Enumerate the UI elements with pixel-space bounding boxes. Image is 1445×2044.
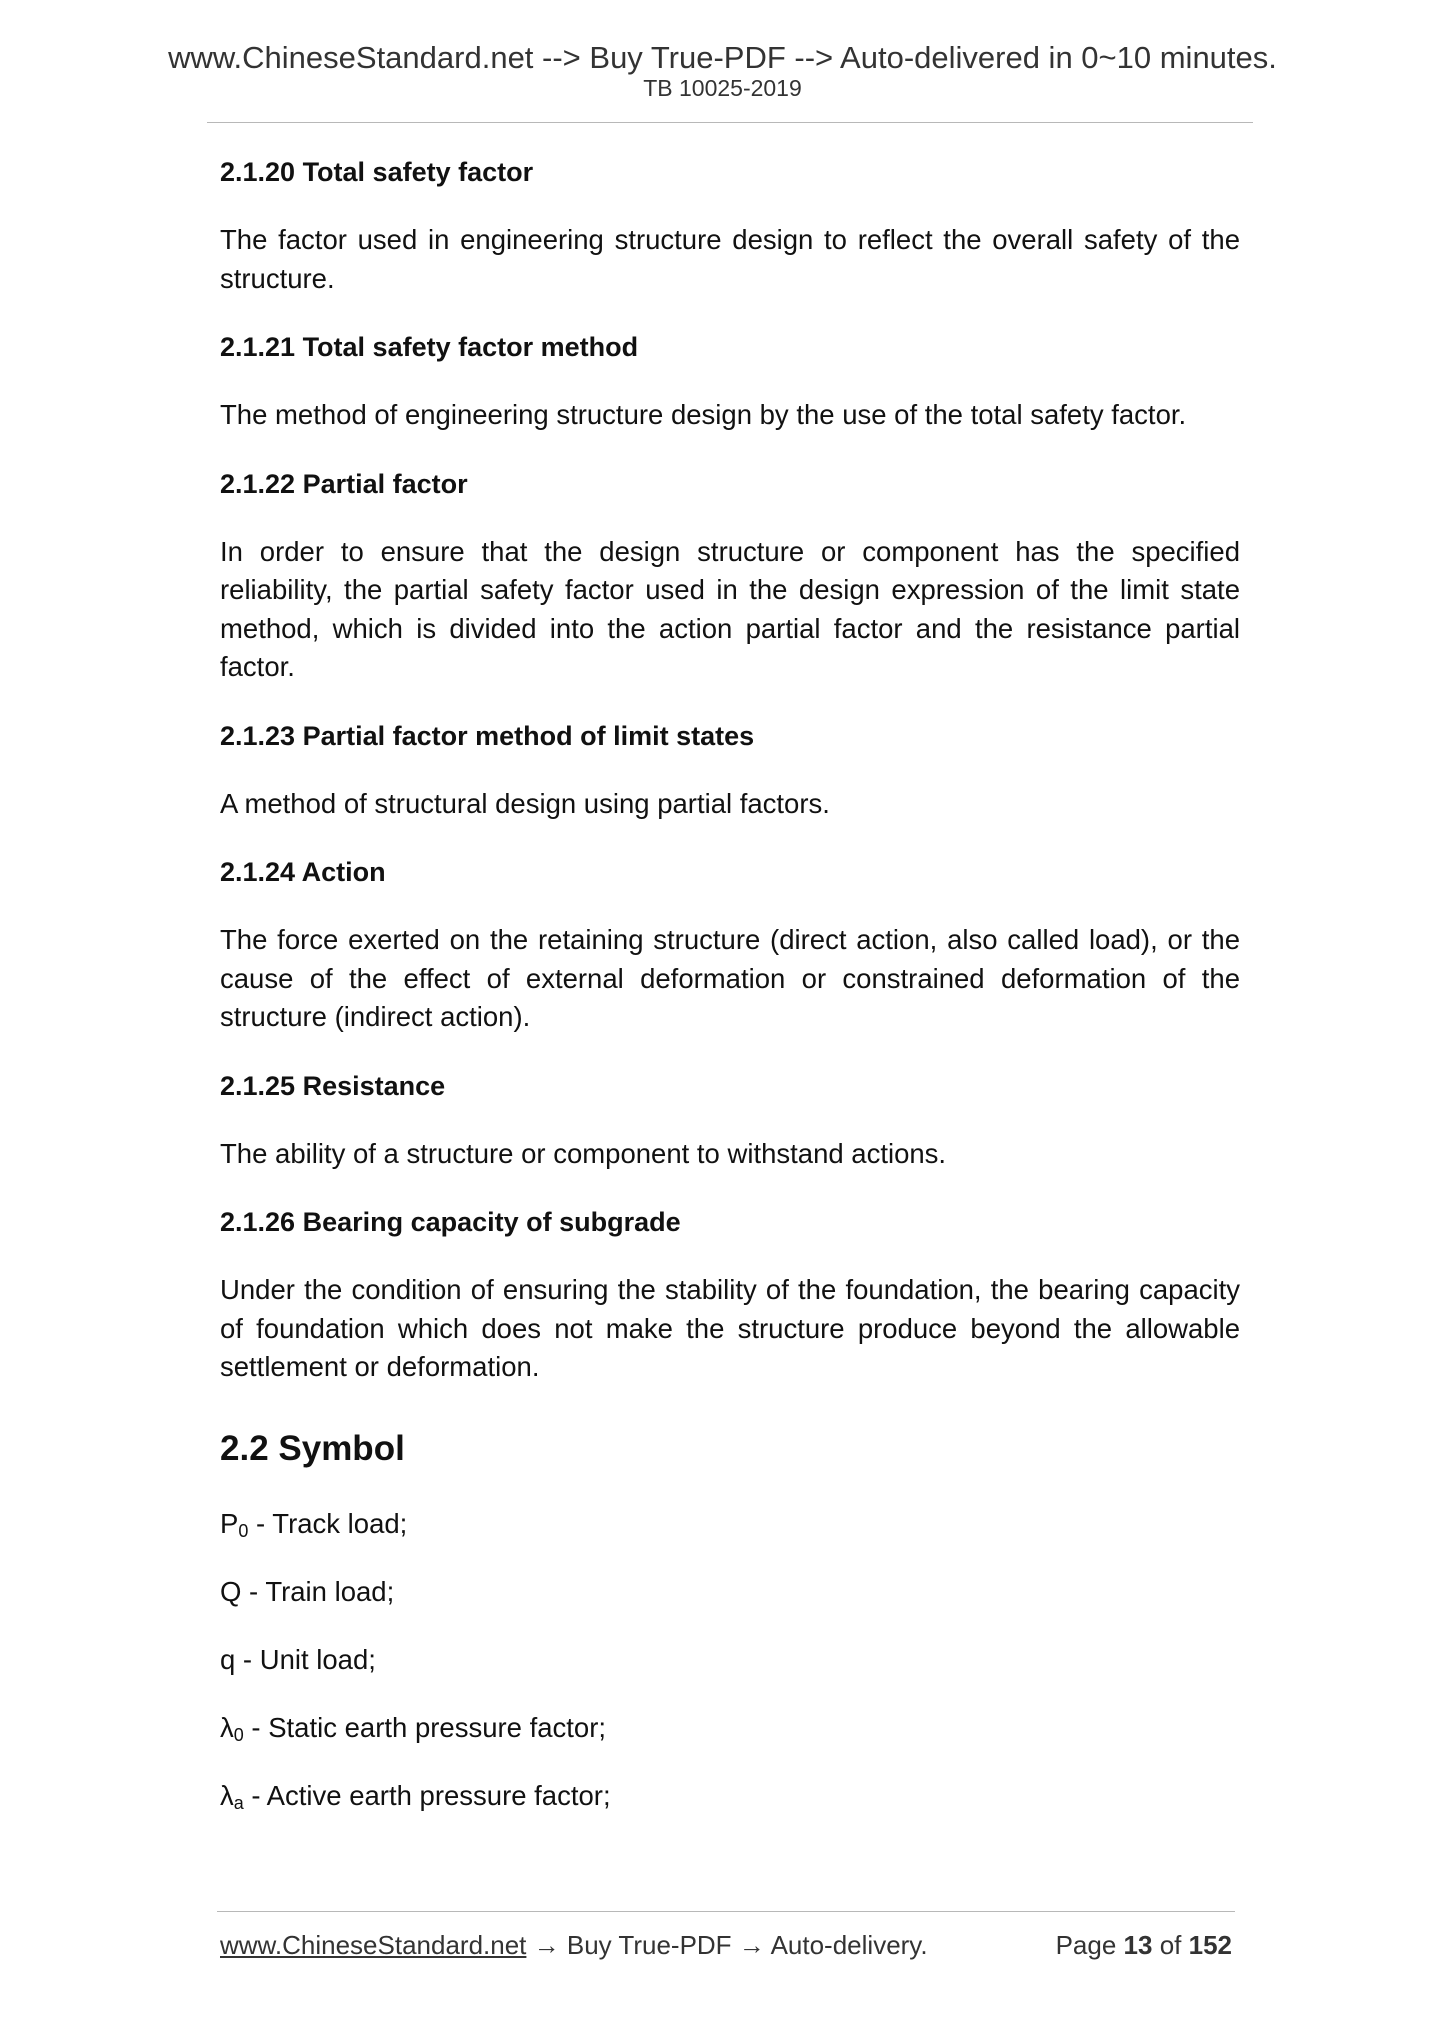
symbol: P [220,1507,239,1539]
clause-2-1-26 [220,1203,1240,1387]
clause-body: In order to ensure that the design structure or component has the specified reliability, the partial safety factor used in the design expression of the limit state method, which is divided into the action partial factor and the resistance partial factor. [220,535,1240,682]
of-label: of [1159,1930,1182,1960]
clause-2-1-22 [220,465,1240,687]
symbol-item [220,1573,1240,1611]
symbol-item [220,1641,1240,1679]
footer-tagline: → Buy True-PDF → Auto-delivery. [526,1930,928,1960]
symbol-item [220,1709,1240,1747]
section-title-symbol: 2.2 Symbol [220,1428,405,1468]
clause-title: 2.1.23 Partial factor method of limit states [220,720,755,751]
header-divider [207,122,1253,123]
page-number: 13 [1123,1930,1153,1960]
symbol: λ [220,1711,234,1743]
symbol-description: - Active earth pressure factor; [243,1779,611,1811]
clause-2-1-23 [220,717,1240,824]
clause-title: 2.1.24 Action [220,857,386,887]
clause-2-1-25 [220,1067,1240,1174]
clause-title: 2.1.26 Bearing capacity of subgrade [220,1207,681,1237]
clause-body: Under the condition of ensuring the stability of the foundation, the bearing capacity of foundation which does not make the structure produce beyond the allowable settlement or deformation. [220,1274,1240,1382]
clause-2-1-21 [220,328,1240,435]
symbol: λ [220,1779,234,1811]
clause-body: A method of structural design using partial factors. [220,787,830,819]
symbol-item [220,1505,1240,1543]
total-pages: 152 [1188,1930,1232,1960]
clause-title: 2.1.21 Total safety factor method [220,332,639,362]
footer-site-link[interactable]: www.ChineseStandard.net [220,1930,527,1960]
symbol: Q [220,1575,242,1607]
clause-title: 2.1.25 Resistance [220,1070,446,1101]
clause-title: 2.1.22 Partial factor [220,468,468,499]
symbol-description: - Train load; [241,1575,395,1607]
clause-body: The force exerted on the retaining structure (direct action, also called load), or the cause of the effect of external deformation or constrained deformation of the structure (indirect action). [220,924,1240,1032]
page-footer [220,1930,1232,1961]
clause-body: The ability of a structure or component to withstand actions. [220,1137,947,1169]
clause-title: 2.1.20 Total safety factor [220,157,534,187]
clause-body: The factor used in engineering structure design to reflect the overall safety of the structure. [220,224,1240,294]
symbol-description: - Track load; [248,1507,408,1539]
symbol-description: - Unit load; [235,1643,376,1675]
symbol-description: - Static earth pressure factor; [243,1711,606,1743]
document-code: TB 10025-2019 [643,75,802,101]
clause-2-1-20 [220,153,1240,298]
symbol: q [220,1643,236,1675]
symbol-subscript: 0 [238,1520,249,1541]
symbol-item [220,1777,1240,1815]
top-banner: www.ChineseStandard.net --> Buy True-PDF --> Auto-delivered in 0~10 minutes. [168,40,1277,75]
page-label: Page [1055,1930,1117,1960]
page-indicator [1056,1930,1232,1961]
symbol-subscript: 0 [233,1724,244,1745]
clause-body: The method of engineering structure design by the use of the total safety factor. [220,399,1187,430]
page-content [220,153,1240,1845]
footer-divider [217,1911,1235,1912]
symbol-subscript: a [233,1792,244,1813]
clause-2-1-24 [220,853,1240,1037]
